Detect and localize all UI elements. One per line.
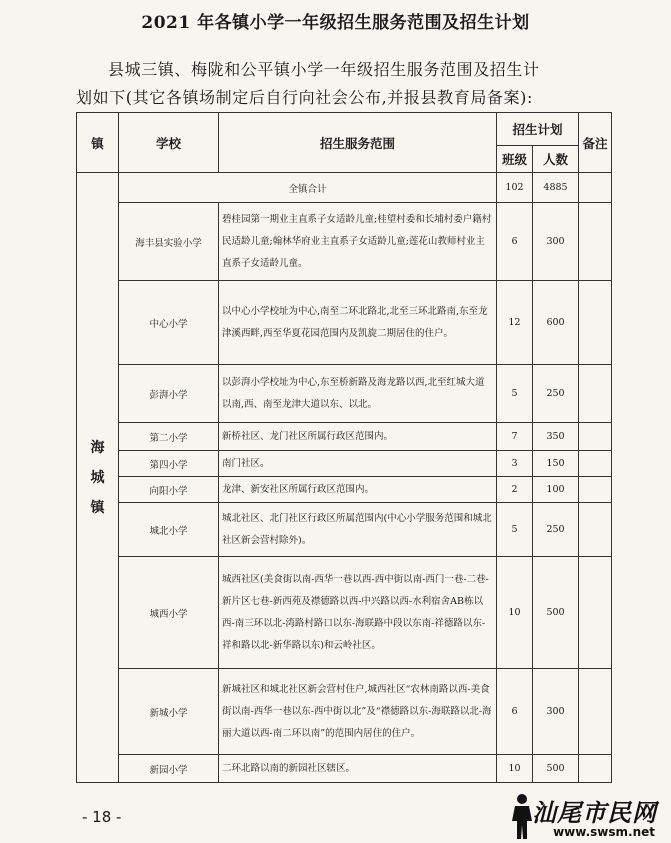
note-cell [579,669,612,755]
watermark-name: 汕尾市民网 [532,798,657,827]
student-count: 150 [533,451,579,477]
class-count: 12 [497,281,533,365]
student-count: 500 [533,557,579,669]
school-name: 城西小学 [119,557,219,669]
class-count: 6 [497,669,533,755]
town-name-char: 海 [90,439,105,456]
note-cell [579,451,612,477]
total-count: 4885 [533,173,579,203]
header-service-area: 招生服务范围 [219,113,497,173]
header-note: 备注 [579,113,612,173]
town-name-cell [77,173,119,783]
note-cell [579,365,612,423]
student-count: 500 [533,755,579,783]
student-count: 250 [533,503,579,557]
table-row-total [77,173,612,203]
service-area: 碧桂园第一期业主直系子女适龄儿童;桂望村委和长埔村委户籍村民适龄儿童;翰林华府业主直系子女适龄儿童;莲花山教师村业主直系子女适龄儿童。 [219,203,497,281]
class-count: 10 [497,557,533,669]
table-row [77,281,612,365]
class-count: 2 [497,477,533,503]
school-name: 海丰县实验小学 [119,203,219,281]
document-title: 2021 年各镇小学一年级招生服务范围及招生计划 [141,13,530,33]
service-area: 龙津、新安社区所属行政区范围内。 [219,477,497,503]
service-area: 以彭湃小学校址为中心,东至桥新路及海龙路以西,北至红城大道以南,西、南至龙津大道以东、以北。 [219,365,497,423]
service-area: 新城社区和城北社区新会营村住户,城西社区“农林南路以西-美食街以南-西华一巷以东-西中街以北”及“襟德路以东-海联路以北-海丽大道以西-南二环以南”的范围内居住的住户。 [219,669,497,755]
school-name: 向阳小学 [119,477,219,503]
header-enrollment-plan: 招生计划 [497,113,579,146]
school-name: 城北小学 [119,503,219,557]
school-name: 第四小学 [119,451,219,477]
note-cell [579,423,612,451]
class-count: 3 [497,451,533,477]
table-row [77,423,612,451]
table-row [77,557,612,669]
school-name: 新园小学 [119,755,219,783]
table-row [77,477,612,503]
total-classes: 102 [497,173,533,203]
note-cell [579,477,612,503]
school-name: 第二小学 [119,423,219,451]
class-count: 7 [497,423,533,451]
student-count: 600 [533,281,579,365]
note-cell [579,281,612,365]
table-row [77,669,612,755]
intro-paragraph-line-2: 划如下(其它各镇场制定后自行向社会公布,并报县教育局备案): [76,88,533,107]
service-area: 新桥社区、龙门社区所属行政区范围内。 [219,423,497,451]
service-area: 南门社区。 [219,451,497,477]
header-classes: 班级 [497,146,533,173]
intro-paragraph-line-1: 县城三镇、梅陇和公平镇小学一年级招生服务范围及招生计 [108,60,540,79]
total-label: 全镇合计 [119,173,497,203]
school-name: 新城小学 [119,669,219,755]
student-count: 300 [533,203,579,281]
table-row [77,203,612,281]
student-count: 100 [533,477,579,503]
class-count: 5 [497,503,533,557]
town-name-char: 城 [90,469,105,486]
header-town: 镇 [77,113,119,173]
table-row [77,451,612,477]
table-row [77,503,612,557]
note-cell [579,557,612,669]
note-cell [579,173,612,203]
class-count: 5 [497,365,533,423]
note-cell [579,503,612,557]
service-area: 城西社区(美食街以南-西华一巷以西-西中街以南-西门一巷-二巷-新片区七巷-新西苑及襟德路以西-中兴路以西-水利宿舍AB栋以西-南三环以北-湾路村路口以东-海联路中段以东南-祥德路以东-祥和路以北-新华路以东)和云岭社区。 [219,557,497,669]
note-cell [579,755,612,783]
service-area: 城北社区、北门社区行政区所属范围内(中心小学服务范围和城北社区新会营村除外)。 [219,503,497,557]
service-area: 以中心小学校址为中心,南至二环北路北,北至三环北路南,东至龙津溪西畔,西至华夏花园范围内及凯旋二期居住的住户。 [219,281,497,365]
note-cell [579,203,612,281]
page-number: - 18 - [82,808,122,826]
town-name-char: 镇 [90,499,105,516]
header-count: 人数 [533,146,579,173]
class-count: 6 [497,203,533,281]
table-row [77,365,612,423]
enrollment-plan-table [76,112,612,783]
class-count: 10 [497,755,533,783]
table-row [77,755,612,783]
school-name: 彭湃小学 [119,365,219,423]
school-name: 中心小学 [119,281,219,365]
header-school: 学校 [119,113,219,173]
student-count: 250 [533,365,579,423]
watermark-logo [505,793,665,841]
student-count: 300 [533,669,579,755]
service-area: 二环北路以南的新园社区辖区。 [219,755,497,783]
student-count: 350 [533,423,579,451]
watermark-url: www.swsm.net [553,825,655,839]
